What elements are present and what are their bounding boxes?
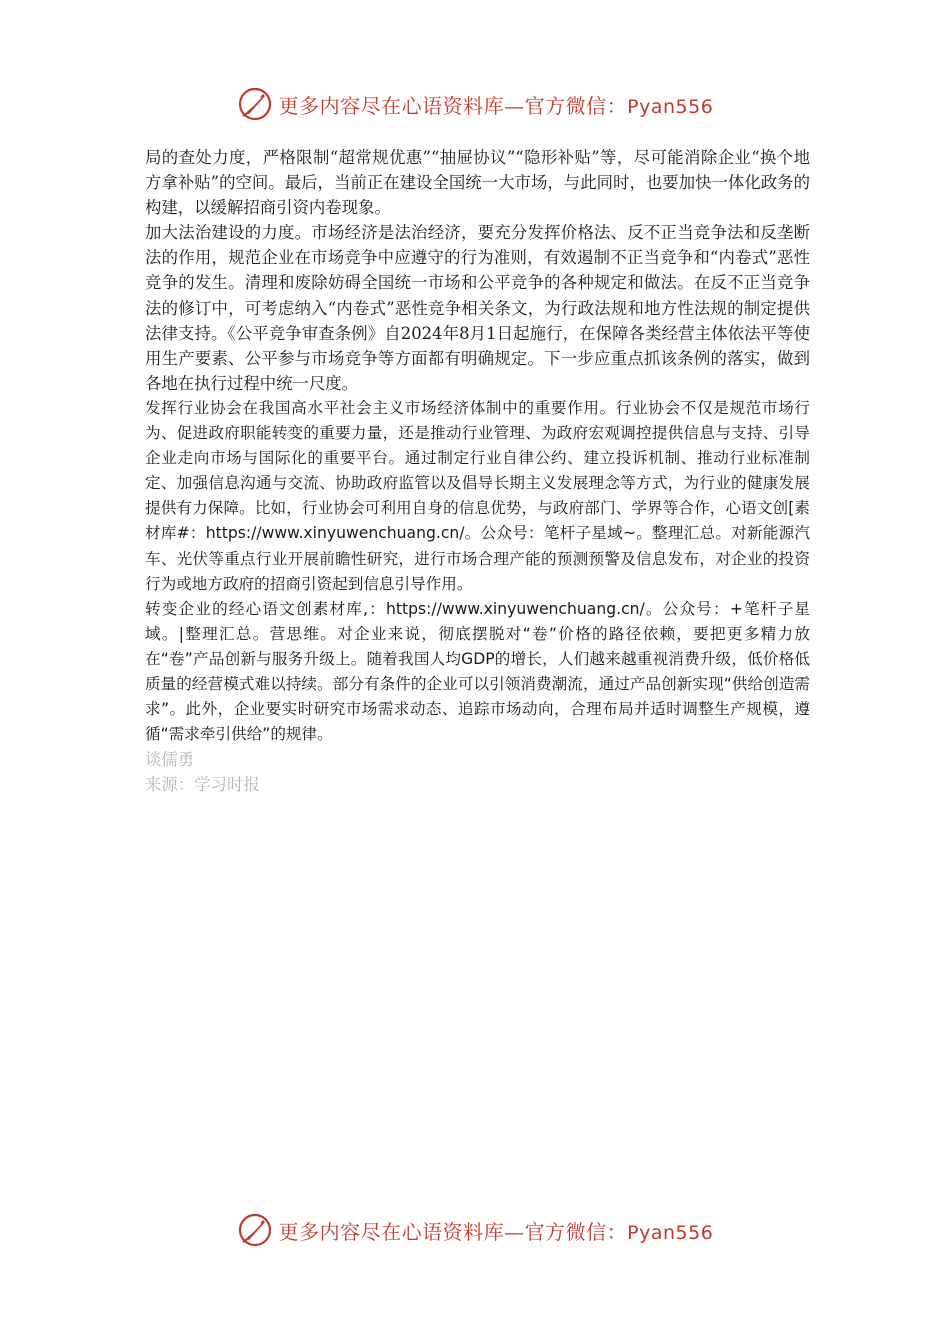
article-body [145, 145, 810, 797]
wechat-id: Pyan556 [627, 95, 714, 118]
paragraph: 局的查处力度，严格限制“超常规优惠”“抽屉协议”“隐形补贴”等，尽可能消除企业“换个地方拿补贴”的空间。最后，当前正在建设全国统一大市场，与此同时，也要加快一体化政务的构建，以缓解招商引资内卷现象。 [145, 148, 810, 218]
wechat-id: Pyan556 [627, 1221, 714, 1244]
author-name: 谈儒勇 [145, 750, 195, 770]
paragraph: 加大法治建设的力度。市场经济是法治经济，要充分发挥价格法、反不正当竞争法和反垄断法的作用，规范企业在市场竞争中应遵守的行为准则，有效遏制不正当竞争和“内卷式”恶性竞争的发生。清理和废除妨碍全国统一市场和公平竞争的各种规定和做法。在反不正当竞争法的修订中，可考虑纳入“内卷式”恶性竞争相关条文，为行政法规和地方性法规的制定提供法律支持。《公平竞争审查条例》自2024年8月1日起施行，在保障各类经营主体依法平等使用生产要素、公平参与市场竞争等方面都有明确规定。下一步应重点抓该条例的落实，做到各地在执行过程中统一尺度。 [145, 223, 810, 393]
quill-logo-icon [237, 86, 273, 122]
footer-banner [0, 1208, 950, 1252]
paragraph: 转变企业的经心语文创素材库,：https://www.xinyuwenchuang.cn/。公众号：+笔杆子星域。|整理汇总。营思维。对企业来说，彻底摆脱对“卷”价格的路径依赖，要把更多精力放在“卷”产品创新与服务升级上。随着我国人均GDP的增长，人们越来越重视消费升级，低价格低质量的经营模式难以持续。部分有条件的企业可以引领消费潮流，通过产品创新实现“供给创造需求”。此外，企业要实时研究市场需求动态、追踪市场动向，合理布局并适时调整生产规模，遵循“需求牵引供给”的规律。 [145, 599, 810, 744]
source-line: 来源：学习时报 [145, 775, 260, 795]
quill-logo-icon [237, 1212, 273, 1248]
paragraph: 发挥行业协会在我国高水平社会主义市场经济体制中的重要作用。行业协会不仅是规范市场行为、促进政府职能转变的重要力量，还是推动行业管理、为政府宏观调控提供信息与支持、引导企业走向市场与国际化的重要平台。通过制定行业自律公约、建立投诉机制、推动行业标准制定、加强信息沟通与交流、协助政府监管以及倡导长期主义发展理念等方式，为行业的健康发展提供有力保障。比如，行业协会可利用自身的信息优势，与政府部门、学界等合作，心语文创[素材库#：https://www.xinyuwenchuang.cn/。公众号：笔杆子星域~。整理汇总。对新能源汽车、光伏等重点行业开展前瞻性研究，进行市场合理产能的预测预警及信息发布，对企业的投资行为或地方政府的招商引资起到信息引导作用。 [145, 398, 810, 593]
banner-text: 更多内容尽在心语资料库—官方微信：Pyan556 [278, 1219, 714, 1244]
header-banner [0, 82, 950, 126]
banner-text: 更多内容尽在心语资料库—官方微信：Pyan556 [278, 93, 714, 118]
